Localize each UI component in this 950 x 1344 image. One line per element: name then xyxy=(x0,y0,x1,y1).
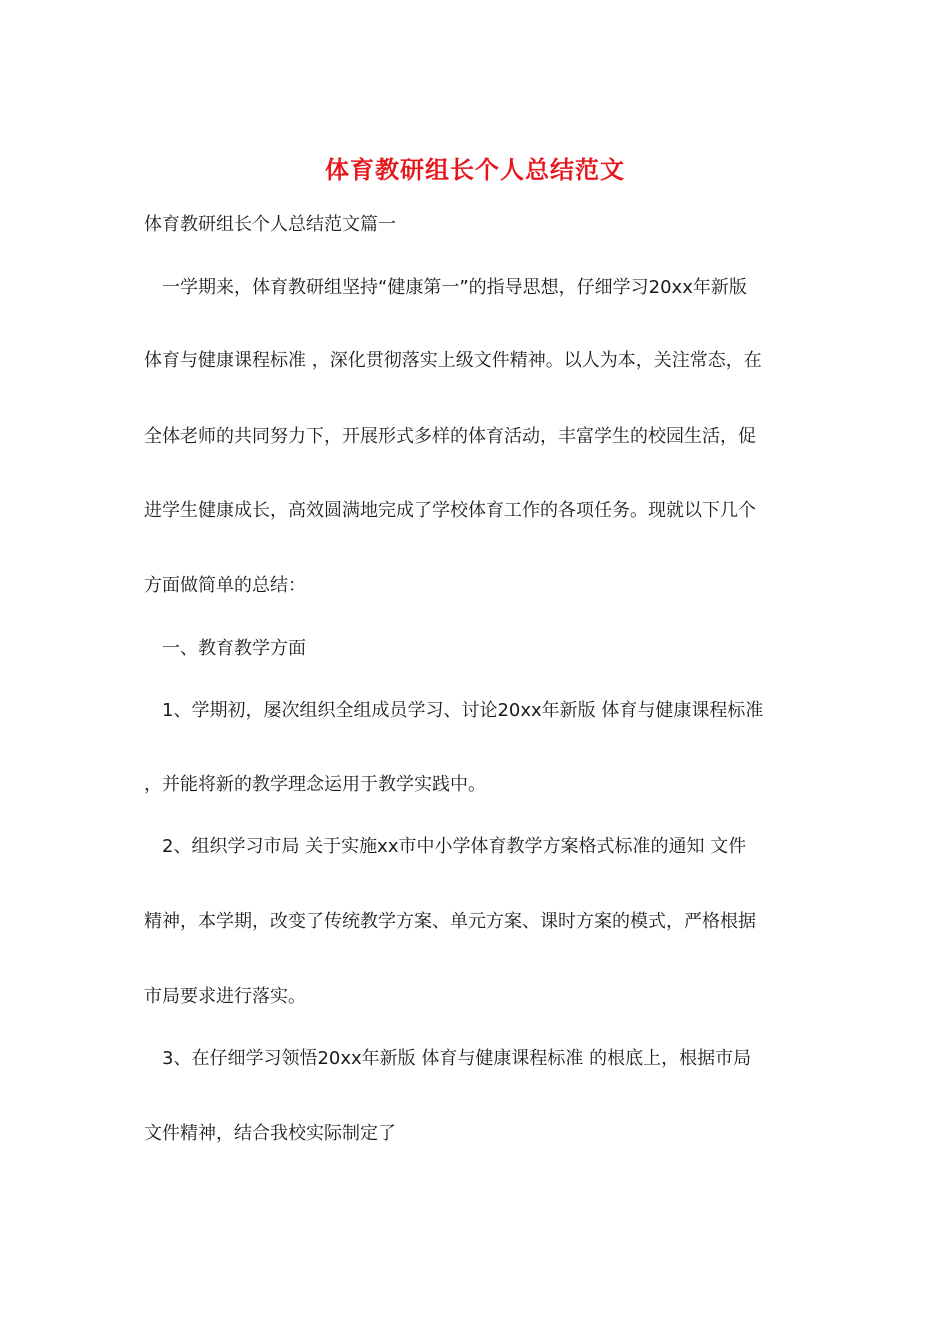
list-item: 3、在仔细学习领悟20xx年新版 体育与健康课程标准 的根底上，根据市局 xyxy=(162,1048,752,1069)
paragraph-line: 体育与健康课程标准 ，深化贯彻落实上级文件精神。以人为本，关注常态，在 xyxy=(144,350,762,371)
paragraph-line: 文件精神，结合我校实际制定了 xyxy=(144,1123,396,1144)
paragraph-line: ，并能将新的教学理念运用于教学实践中。 xyxy=(144,774,486,795)
document-subtitle: 体育教研组长个人总结范文篇一 xyxy=(144,214,396,235)
list-item: 2、组织学习市局 关于实施xx市中小学体育教学方案格式标准的通知 文件 xyxy=(162,836,747,857)
section-heading: 一、教育教学方面 xyxy=(162,638,306,659)
list-item: 1、学期初，屡次组织全组成员学习、讨论20xx年新版 体育与健康课程标准 xyxy=(162,700,764,721)
paragraph-line: 精神，本学期，改变了传统教学方案、单元方案、课时方案的模式，严格根据 xyxy=(144,911,756,932)
paragraph-line: 一学期来，体育教研组坚持“健康第一”的指导思想，仔细学习20xx年新版 xyxy=(162,277,747,298)
paragraph-line: 进学生健康成长，高效圆满地完成了学校体育工作的各项任务。现就以下几个 xyxy=(144,500,756,521)
document-title: 体育教研组长个人总结范文 xyxy=(325,155,625,184)
paragraph-line: 全体老师的共同努力下，开展形式多样的体育活动，丰富学生的校园生活，促 xyxy=(144,426,756,447)
paragraph-line: 方面做简单的总结： xyxy=(144,575,306,596)
paragraph-line: 市局要求进行落实。 xyxy=(144,986,306,1007)
